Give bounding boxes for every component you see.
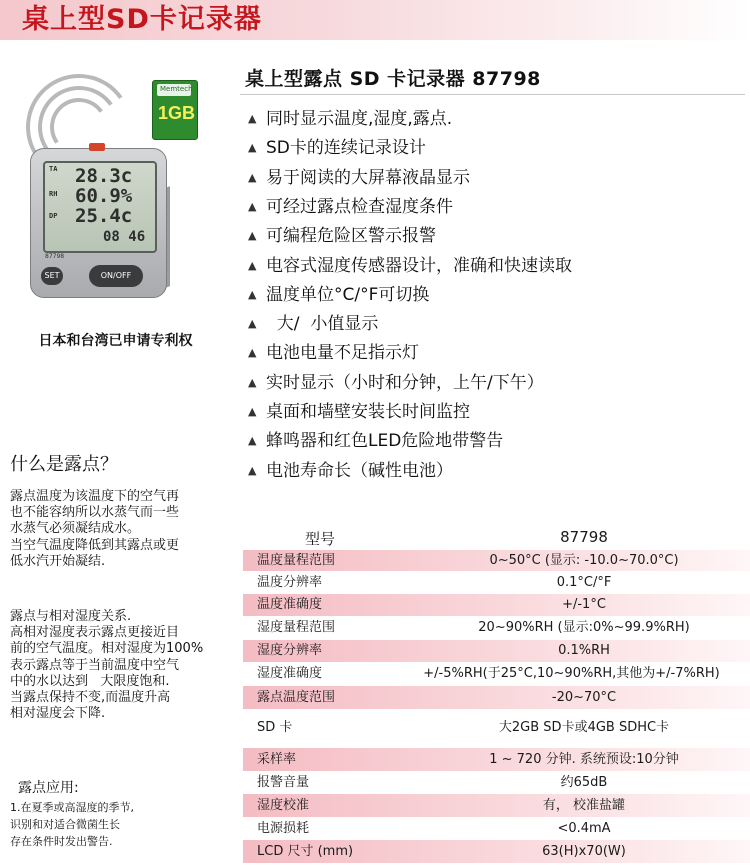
- triangle-bullet-icon: ▲: [248, 199, 257, 213]
- patent-note: 日本和台湾已申请专利权: [38, 333, 193, 349]
- alarm-led: [89, 143, 105, 151]
- feature-item: ▲ 可编程危险区警示报警: [248, 223, 436, 249]
- spec-header-label: 型号: [305, 530, 336, 548]
- sd-brand: Memtech: [160, 85, 193, 93]
- dew-point-definition: 露点温度为该温度下的空气再 也不能容纳所以水蒸气而一些 水蒸气必须凝结成水。 当空气温度降低到其露点或更 低水汽开始凝结.: [10, 489, 180, 569]
- spec-row: 温度量程范围 0~50°C (显示: -10.0~70.0°C): [243, 550, 750, 571]
- power-button: ON/OFF: [89, 265, 143, 287]
- lcd-tag: RH: [49, 190, 58, 198]
- lcd-dewpoint: 25.4c: [75, 205, 133, 227]
- lcd-screen: [43, 161, 157, 253]
- lcd-clock: 08 46: [103, 229, 146, 245]
- feature-item: ▲ 电容式湿度传感器设计，准确和快速读取: [248, 253, 572, 279]
- sd-card-image: [152, 80, 198, 140]
- product-title: 桌上型露点 SD 卡记录器 87798: [245, 68, 541, 90]
- feature-item: ▲ 大/ 小值显示: [248, 311, 378, 337]
- spec-row: 温度分辨率 0.1°C/°F: [257, 575, 612, 590]
- feature-item: ▲ 可经过露点检查湿度条件: [248, 194, 453, 220]
- header-banner: [0, 0, 750, 40]
- device-body: [30, 148, 167, 298]
- triangle-bullet-icon: ▲: [248, 405, 257, 418]
- title-divider: [240, 94, 745, 95]
- spec-row: LCD 尺寸 (mm) 63(H)x70(W): [243, 840, 750, 863]
- triangle-bullet-icon: ▲: [248, 258, 257, 272]
- spec-row: 采样率 1 ~ 720 分钟. 系统预设:10分钟: [243, 748, 750, 771]
- feature-item: ▲ 实时显示（小时和分钟，上午/下午）: [248, 370, 544, 396]
- feature-item: ▲ 电池寿命长（碱性电池）: [248, 458, 453, 484]
- feature-item: ▲ 蜂鸣器和红色LED危险地带警告: [248, 428, 503, 454]
- feature-item: ▲ 桌面和墙壁安装长时间监控: [248, 399, 470, 425]
- spec-row: 温度准确度 +/-1°C: [243, 594, 750, 616]
- triangle-bullet-icon: ▲: [248, 375, 257, 389]
- lcd-temperature: 28.3c: [75, 165, 133, 187]
- dew-point-humidity-relation: 露点与相对湿度关系. 高相对湿度表示露点更接近目 前的空气温度。相对湿度为100% 表示露点等于当前温度中空气 中的水以达到 大限度饱和. 当露点保持不变,而温度升高 相对湿度会下降.: [10, 609, 204, 722]
- set-button: SET: [41, 267, 63, 285]
- triangle-bullet-icon: ▲: [248, 170, 257, 184]
- feature-item: ▲ 易于阅读的大屏幕液晶显示: [248, 165, 470, 191]
- feature-item: ▲ 同时显示温度,湿度,露点.: [248, 106, 452, 132]
- product-image: [10, 68, 210, 318]
- dew-point-application-heading: 露点应用:: [18, 780, 79, 796]
- triangle-bullet-icon: ▲: [248, 434, 257, 448]
- feature-item: ▲ 电池电量不足指示灯: [248, 340, 419, 366]
- lcd-tag: DP: [49, 212, 58, 220]
- banner-title: 桌上型SD卡记录器: [22, 4, 262, 35]
- lcd-humidity: 60.9%: [75, 185, 133, 207]
- model-label: 87798: [45, 253, 65, 260]
- spec-row: 湿度分辨率 0.1%RH: [243, 640, 750, 662]
- lcd-tag: TA: [49, 165, 58, 173]
- dew-point-application-text: 1.在夏季或高湿度的季节, 识别和对适合微菌生长 存在条件时发出警告.: [10, 801, 134, 848]
- spec-row: 湿度量程范围 20~90%RH (显示:0%~99.9%RH): [257, 620, 690, 635]
- triangle-bullet-icon: ▲: [248, 141, 257, 155]
- triangle-bullet-icon: ▲: [248, 346, 257, 360]
- spec-row: 湿度校准 有， 校准盐罐: [243, 794, 750, 817]
- triangle-bullet-icon: ▲: [248, 112, 257, 125]
- feature-item: ▲ SD卡的连续记录设计: [248, 135, 426, 161]
- spec-row: 报警音量 约65dB: [257, 775, 608, 790]
- triangle-bullet-icon: ▲: [248, 287, 257, 301]
- triangle-bullet-icon: ▲: [248, 317, 257, 331]
- feature-item: ▲ 温度单位°C/°F可切换: [248, 282, 429, 308]
- spec-table-header: [243, 528, 750, 550]
- spec-row: 湿度准确度 +/-5%RH(于25°C,10~90%RH,其他为+/-7%RH): [257, 666, 720, 681]
- spec-row: 电源损耗 <0.4mA: [257, 821, 611, 836]
- spec-header-value: 87798: [560, 528, 608, 546]
- triangle-bullet-icon: ▲: [248, 229, 257, 243]
- spec-row: 露点温度范围 -20~70°C: [243, 686, 750, 709]
- triangle-bullet-icon: ▲: [248, 463, 257, 477]
- sd-capacity: 1GB: [158, 103, 196, 123]
- spec-row: SD 卡 大2GB SD卡或4GB SDHC卡: [257, 720, 670, 735]
- dew-point-heading: 什么是露点？: [10, 454, 118, 475]
